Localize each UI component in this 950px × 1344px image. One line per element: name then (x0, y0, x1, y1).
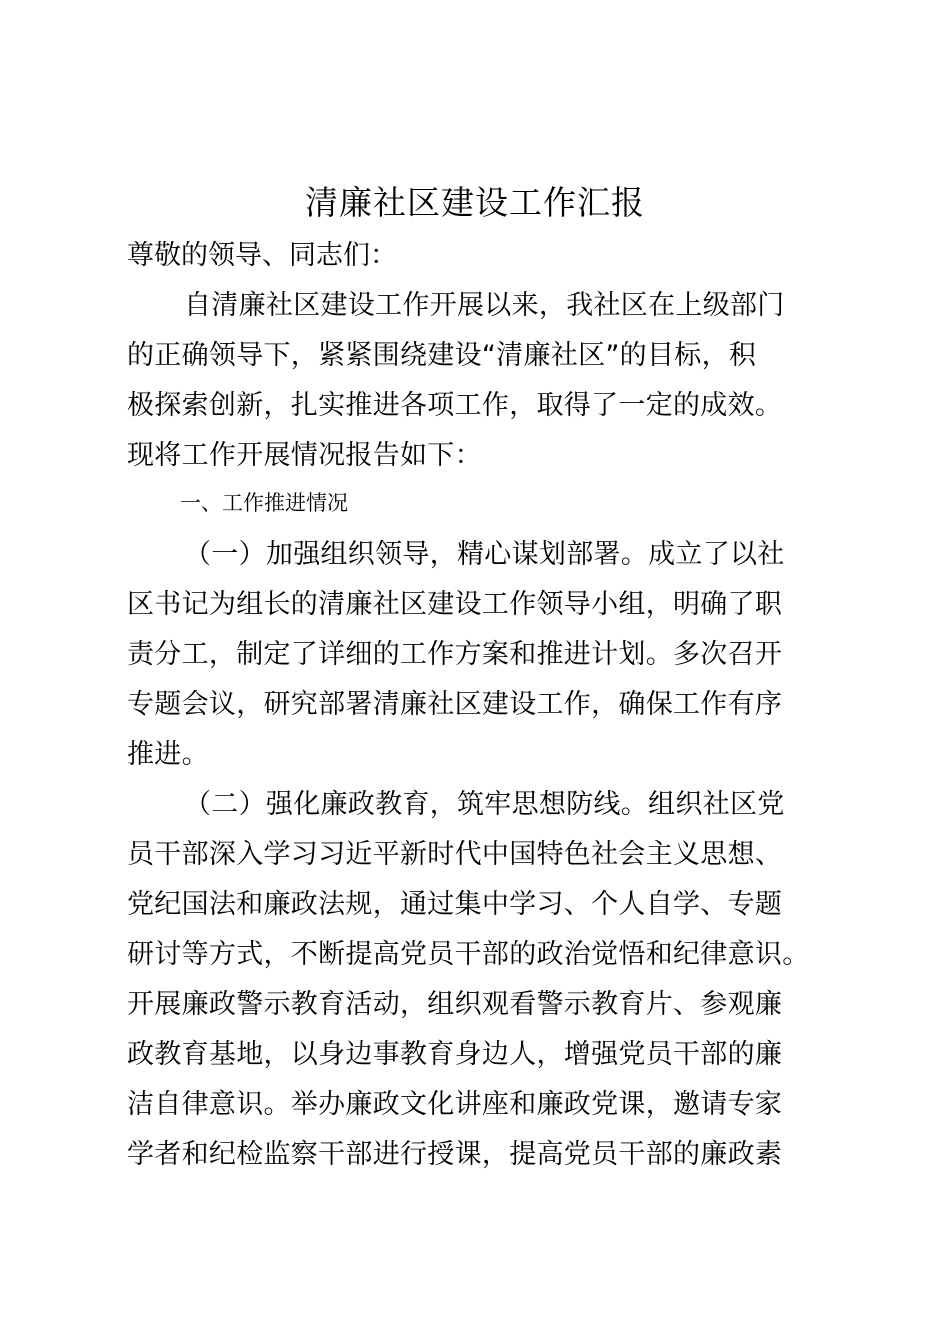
part-one-line: 推进。 (127, 739, 209, 770)
part-two-line: 员干部深入学习习近平新时代中国特色社会主义思想、 (127, 839, 783, 870)
part-two-line: 党纪国法和廉政法规，通过集中学习、个人自学、专题 (127, 889, 783, 920)
intro-line: 的正确领导下，紧紧围绕建设“清廉社区”的目标，积 (127, 340, 757, 371)
section-heading: 一、工作推进情况 (180, 491, 348, 515)
part-two-line: 洁自律意识。举办廉政文化讲座和廉政党课，邀请专家 (127, 1089, 783, 1120)
intro-line: 自清廉社区建设工作开展以来，我社区在上级部门 (184, 290, 785, 321)
part-two-line: 政教育基地，以身边事教育身边人，增强党员干部的廉 (127, 1039, 783, 1070)
part-two-line: （二）强化廉政教育，筑牢思想防线。组织社区党 (184, 789, 785, 820)
part-two-line: 开展廉政警示教育活动，组织观看警示教育片、参观廉 (127, 989, 783, 1020)
part-one-line: 责分工，制定了详细的工作方案和推进计划。多次召开 (127, 639, 783, 670)
document-title: 清廉社区建设工作汇报 (305, 183, 645, 222)
part-two-line: 研讨等方式，不断提高党员干部的政治觉悟和纪律意识。 (127, 939, 810, 970)
part-one-line: （一）加强组织领导，精心谋划部署。成立了以社 (184, 539, 785, 570)
intro-line: 极探索创新，扎实推进各项工作，取得了一定的成效。 (127, 390, 783, 421)
intro-line: 现将工作开展情况报告如下： (127, 440, 482, 471)
salutation: 尊敬的领导、同志们： (127, 240, 397, 271)
part-two-line: 学者和纪检监察干部进行授课，提高党员干部的廉政素 (127, 1139, 783, 1170)
part-one-line: 专题会议，研究部署清廉社区建设工作，确保工作有序 (127, 689, 783, 720)
part-one-line: 区书记为组长的清廉社区建设工作领导小组，明确了职 (127, 589, 783, 620)
